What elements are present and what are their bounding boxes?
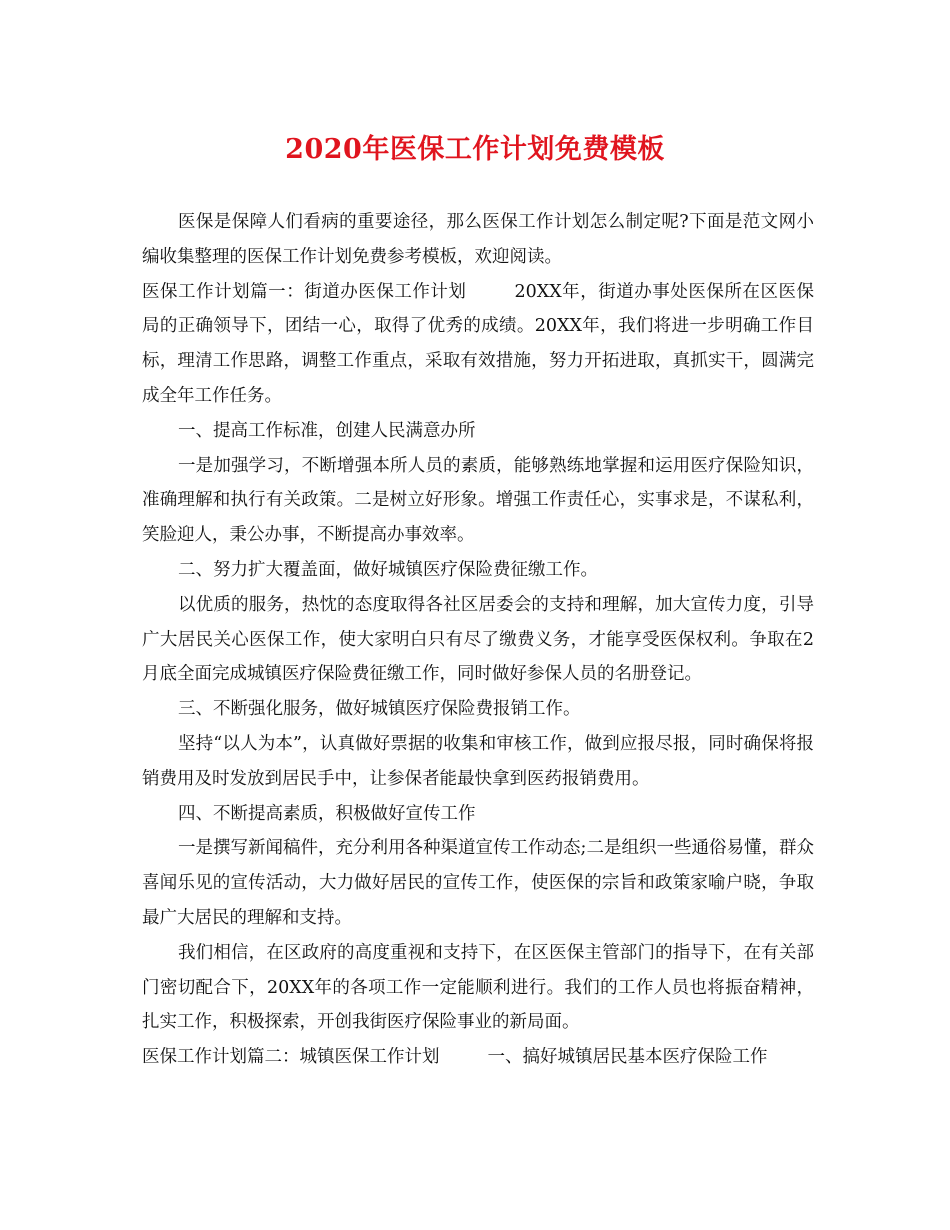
- part2-text: 一、搞好城镇居民基本医疗保险工作: [487, 1047, 768, 1068]
- part1-text: 20XX年，街道办事处医保所在区医保局的正确领导下，团结一心，取得了优秀的成绩。20XX年，我们将进一步明确工作目标，理清工作思路，调整工作重点，采取有效措施，努力开拓进取，真抓实干，圆满完成全年工作任务。: [142, 281, 815, 406]
- part1-paragraph: [142, 275, 814, 414]
- section3-heading: 三、不断强化服务，做好城镇医疗保险费报销工作。: [178, 699, 581, 720]
- section4-paragraph: 一是撰写新闻稿件，充分利用各种渠道宣传工作动态;二是组织一些通俗易懂，群众喜闻乐见的宣传活动，大力做好居民的宣传工作，使医保的宗旨和政策家喻户晓，争取最广大居民的理解和支持。: [142, 838, 814, 928]
- closing-paragraph: 我们相信，在区政府的高度重视和支持下，在区医保主管部门的指导下，在有关部门密切配合下，20XX年的各项工作一定能顺利进行。我们的工作人员也将振奋精神，扎实工作，积极探索，开创我街医疗保险事业的新局面。: [142, 942, 814, 1033]
- section2-heading: 二、努力扩大覆盖面，做好城镇医疗保险费征缴工作。: [178, 559, 598, 580]
- part2-heading: 医保工作计划篇二：城镇医保工作计划: [142, 1047, 440, 1068]
- part1-heading: 医保工作计划篇一：街道办医保工作计划: [142, 281, 467, 302]
- section3-paragraph: 坚持“以人为本”，认真做好票据的收集和审核工作，做到应报尽报，同时确保将报销费用及时发放到居民手中，让参保者能最快拿到医药报销费用。: [142, 733, 814, 789]
- section4-heading: 四、不断提高素质，积极做好宣传工作: [178, 803, 476, 824]
- document-title: 2020年医保工作计划免费模板: [285, 134, 665, 165]
- document-body: [142, 205, 814, 1075]
- section1-heading: 一、提高工作标准，创建人民满意办所: [178, 420, 476, 441]
- section1-paragraph: 一是加强学习，不断增强本所人员的素质，能够熟练地掌握和运用医疗保险知识，准确理解和执行有关政策。二是树立好形象。增强工作责任心，实事求是，不谋私利，笑脸迎人，秉公办事，不断提高办事效率。: [142, 455, 814, 546]
- section2-paragraph: 以优质的服务，热忱的态度取得各社区居委会的支持和理解，加大宣传力度，引导广大居民关心医保工作，使大家明白只有尽了缴费义务，才能享受医保权利。争取在2月底全面完成城镇医疗保险费征缴工作，同时做好参保人员的名册登记。: [142, 594, 814, 685]
- part2-paragraph: [142, 1040, 814, 1075]
- intro-paragraph: 医保是保障人们看病的重要途径，那么医保工作计划怎么制定呢?下面是范文网小编收集整理的医保工作计划免费参考模板，欢迎阅读。: [142, 212, 814, 267]
